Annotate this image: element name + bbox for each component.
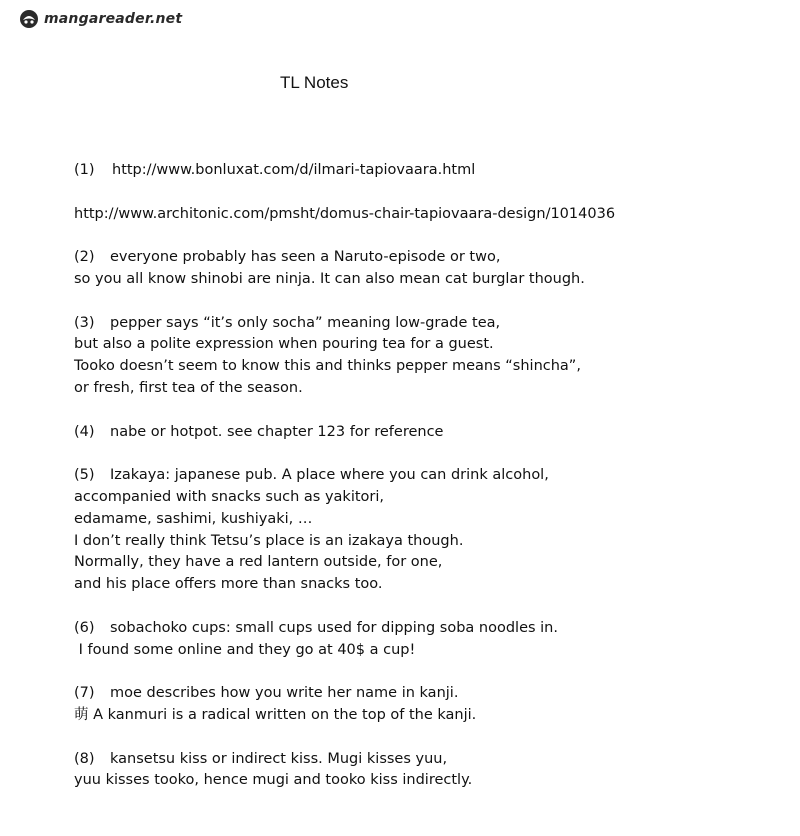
page-title: TL Notes (280, 73, 349, 92)
note-line (74, 160, 764, 182)
note-line: (3) pepper says “it’s only socha” meaning low-grade tea, (74, 313, 764, 335)
note-line: edamame, sashimi, kushiyaki, … (74, 510, 313, 527)
note-line: (5) Izakaya: japanese pub. A place where you can drink alcohol, (74, 465, 764, 487)
note-line: I found some online and they go at 40$ a cup! (74, 641, 416, 658)
note-line: yuu kisses tooko, hence mugi and tooko kiss indirectly. (74, 772, 473, 789)
note-link[interactable]: http://www.bonluxat.com/d/ilmari-tapiovaara.html (112, 162, 476, 178)
watermark (18, 8, 182, 30)
note-5 (74, 465, 764, 596)
note-line: (8) kansetsu kiss or indirect kiss. Mugi kisses yuu, (74, 749, 764, 771)
note-number: (8) (74, 750, 95, 767)
note-6 (74, 618, 764, 662)
note-line: accompanied with snacks such as yakitori, (74, 488, 385, 505)
note-number: (4) (74, 423, 95, 440)
note-line: 萌 A kanmuri is a radical written on the top of the kanji. (74, 706, 477, 723)
note-line: (6) sobachoko cups: small cups used for dipping soba noodles in. (74, 618, 764, 640)
note-line: I don’t really think Tetsu’s place is an izakaya though. (74, 532, 464, 549)
note-number: (6) (74, 619, 95, 636)
note-line[interactable]: http://www.architonic.com/pmsht/domus-chair-tapiovaara-design/1014036 (74, 205, 616, 222)
watermark-text: mangareader.net (44, 11, 183, 27)
note-line: (7) moe describes how you write her name in kanji. (74, 683, 764, 705)
note-1 (74, 160, 764, 182)
note-8 (74, 749, 764, 793)
note-line: Normally, they have a red lantern outside, for one, (74, 554, 443, 571)
note-number: (3) (74, 314, 95, 331)
note-line: but also a polite expression when pouring tea for a guest. (74, 336, 494, 353)
note-line: (4) nabe or hotpot. see chapter 123 for reference (74, 422, 764, 444)
mangareader-logo-icon (18, 8, 40, 30)
note-line: Tooko doesn’t seem to know this and thinks pepper means “shincha”, (74, 358, 581, 375)
note-1-link-2 (74, 204, 764, 226)
note-3 (74, 313, 764, 400)
note-line: so you all know shinobi are ninja. It can also mean cat burglar though. (74, 270, 585, 287)
note-line: and his place offers more than snacks too. (74, 576, 383, 593)
note-7 (74, 683, 764, 727)
notes-list (74, 160, 764, 814)
note-4 (74, 422, 764, 444)
note-number: (1) (74, 162, 95, 178)
note-number: (2) (74, 249, 95, 266)
note-line: (2) everyone probably has seen a Naruto-episode or two, (74, 247, 764, 269)
note-2 (74, 247, 764, 291)
note-number: (5) (74, 467, 95, 484)
note-number: (7) (74, 685, 95, 702)
note-line: or fresh, first tea of the season. (74, 379, 303, 396)
